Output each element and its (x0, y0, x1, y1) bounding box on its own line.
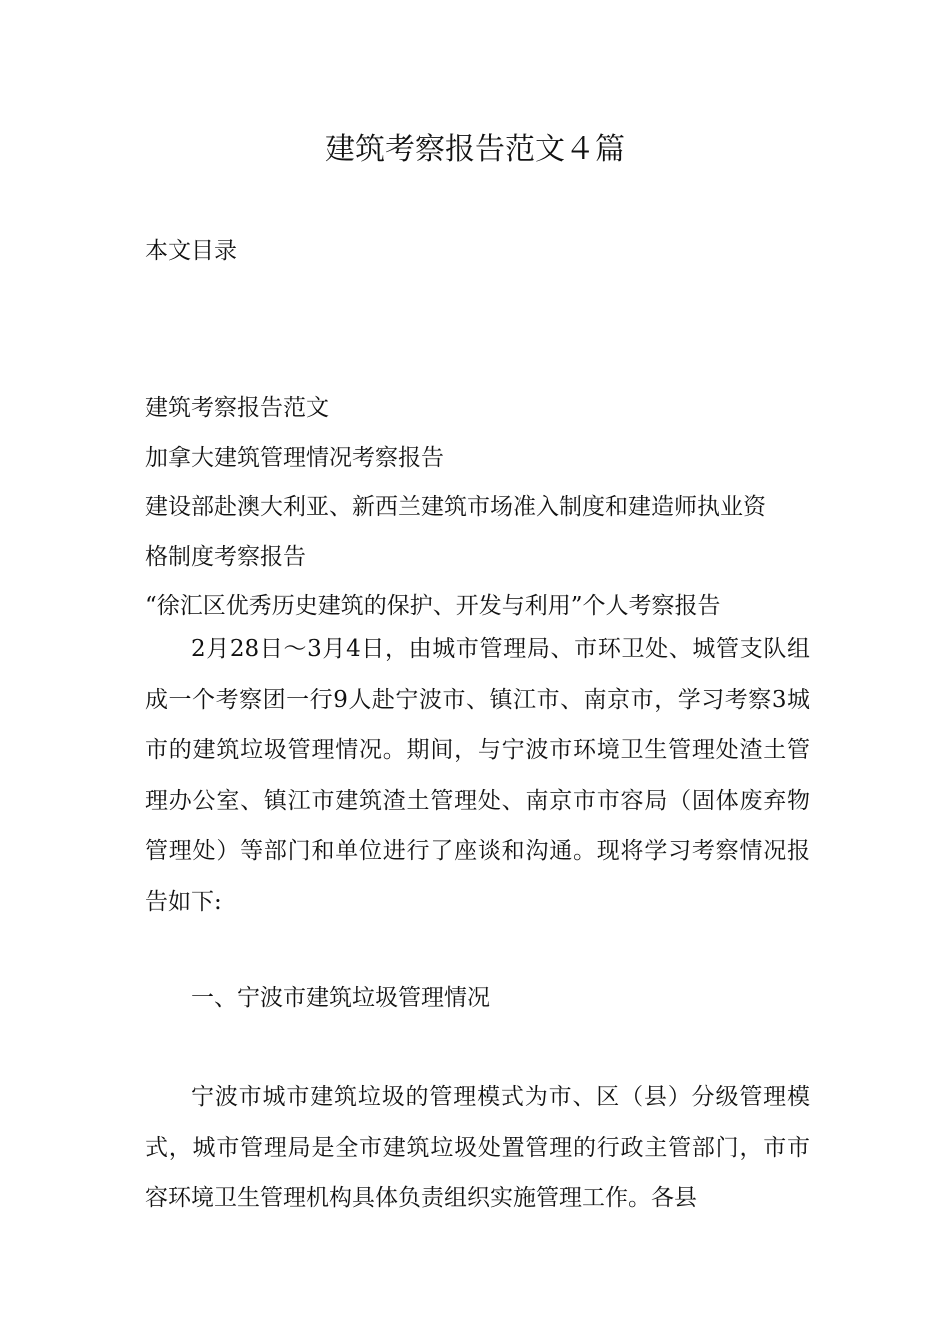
section-heading: 一、宁波市建筑垃圾管理情况 (191, 985, 490, 1011)
toc-item[interactable]: 加拿大建筑管理情况考察报告 (145, 444, 444, 471)
toc-item[interactable]: 建筑考察报告范文 (145, 395, 329, 421)
table-of-contents (145, 384, 805, 632)
toc-item[interactable]: 格制度考察报告 (145, 543, 306, 570)
intro-paragraph: 2月28日～3月4日，由城市管理局、市环卫处、城管支队组成一个考察团一行9人赴宁波市、镇江市、南京市，学习考察3城市的建筑垃圾管理情况。期间，与宁波市环境卫生管理处渣土管理办公室、镇江市建筑渣土管理处、南京市市容局（固体废弃物管理处）等部门和单位进行了座谈和沟通。现将学习考察情况报告如下: (145, 636, 810, 915)
toc-item[interactable]: “徐汇区优秀历史建筑的保护、开发与利用”个人考察报告 (145, 593, 721, 619)
body-paragraph: 宁波市城市建筑垃圾的管理模式为市、区（县）分级管理模式，城市管理局是全市建筑垃圾处置管理的行政主管部门，市市容环境卫生管理机构具体负责组织实施管理工作。各县 (145, 1084, 810, 1211)
toc-item[interactable]: 建设部赴澳大利亚、新西兰建筑市场准入制度和建造师执业资 (145, 494, 766, 520)
document-title: 建筑考察报告范文４篇 (325, 132, 625, 167)
toc-heading: 本文目录 (145, 238, 237, 264)
